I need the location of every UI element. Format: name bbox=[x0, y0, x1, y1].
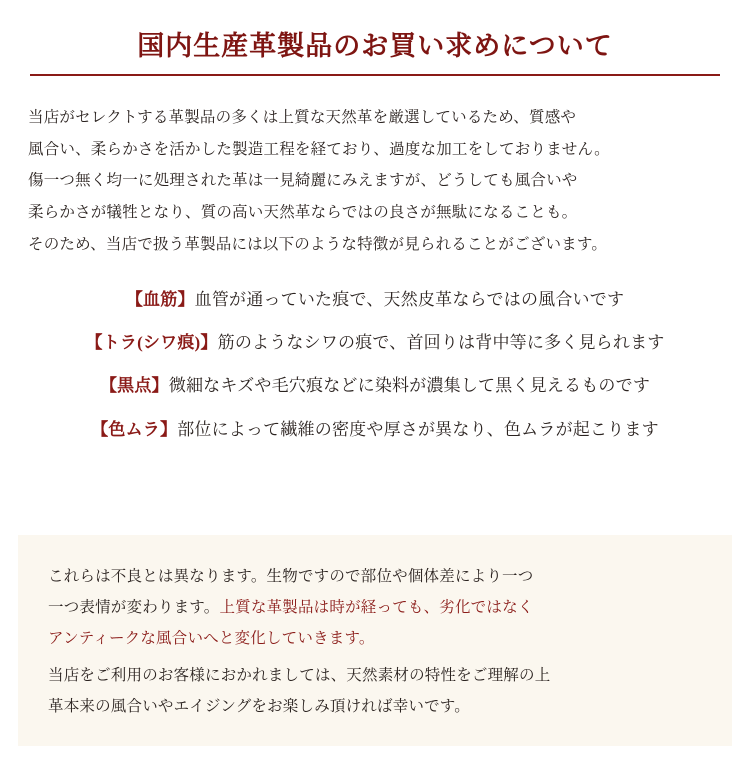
list-item bbox=[18, 373, 732, 399]
note-emphasis: 上質な革製品は時が経っても、劣化ではなく bbox=[219, 599, 534, 616]
note-line bbox=[48, 592, 702, 623]
note-line: 革本来の風合いやエイジングをお楽しみ頂ければ幸いです。 bbox=[48, 698, 470, 715]
list-item bbox=[18, 417, 732, 443]
page-title: 国内生産革製品のお買い求めについて bbox=[137, 31, 613, 61]
feature-description: 微細なキズや毛穴痕などに染料が濃集して黒く見えるものです bbox=[168, 376, 651, 396]
document-page bbox=[0, 30, 750, 780]
feature-description: 部位によって繊維の密度や厚さが異なり、色ムラが起こります bbox=[177, 419, 659, 439]
note-emphasis: アンティークな風合いへと変化していきます。 bbox=[48, 630, 375, 647]
note-text: 一つ表情が変わります。 bbox=[48, 599, 220, 616]
feature-list bbox=[18, 287, 732, 443]
note-line: これらは不良とは異なります。生物ですので部位や個体差により一つ bbox=[48, 568, 534, 585]
note-line: 当店をご利用のお客様におかれましては、天然素材の特性をご理解の上 bbox=[48, 667, 551, 684]
intro-paragraph bbox=[28, 102, 722, 261]
note-line bbox=[48, 623, 702, 654]
title-block bbox=[30, 30, 720, 76]
list-item bbox=[18, 330, 732, 356]
intro-line: 当店がセレクトする革製品の多くは上質な天然革を厳選しているため、質感や bbox=[28, 108, 577, 126]
note-box bbox=[18, 535, 732, 746]
feature-tag: 【トラ(シワ痕)】 bbox=[85, 332, 218, 352]
feature-description: 血管が通っていた痕で、天然皮革ならではの風合いです bbox=[194, 289, 625, 309]
intro-line: 柔らかさが犠牲となり、質の高い天然革ならではの良さが無駄になることも。 bbox=[28, 204, 578, 222]
intro-line: 傷一つ無く均一に処理された革は一見綺麗にみえますが、どうしても風合いや bbox=[28, 172, 578, 190]
intro-line: 風合い、柔らかさを活かした製造工程を経ており、過度な加工をしておりません。 bbox=[28, 140, 610, 158]
intro-line: そのため、当店で扱う革製品には以下のような特徴が見られることがございます。 bbox=[28, 235, 608, 253]
list-item bbox=[18, 287, 732, 313]
feature-description: 筋のようなシワの痕で、首回りは背中等に多く見られます bbox=[217, 332, 665, 352]
feature-tag: 【血筋】 bbox=[125, 289, 195, 309]
feature-tag: 【黒点】 bbox=[99, 376, 169, 396]
feature-tag: 【色ムラ】 bbox=[91, 419, 178, 439]
